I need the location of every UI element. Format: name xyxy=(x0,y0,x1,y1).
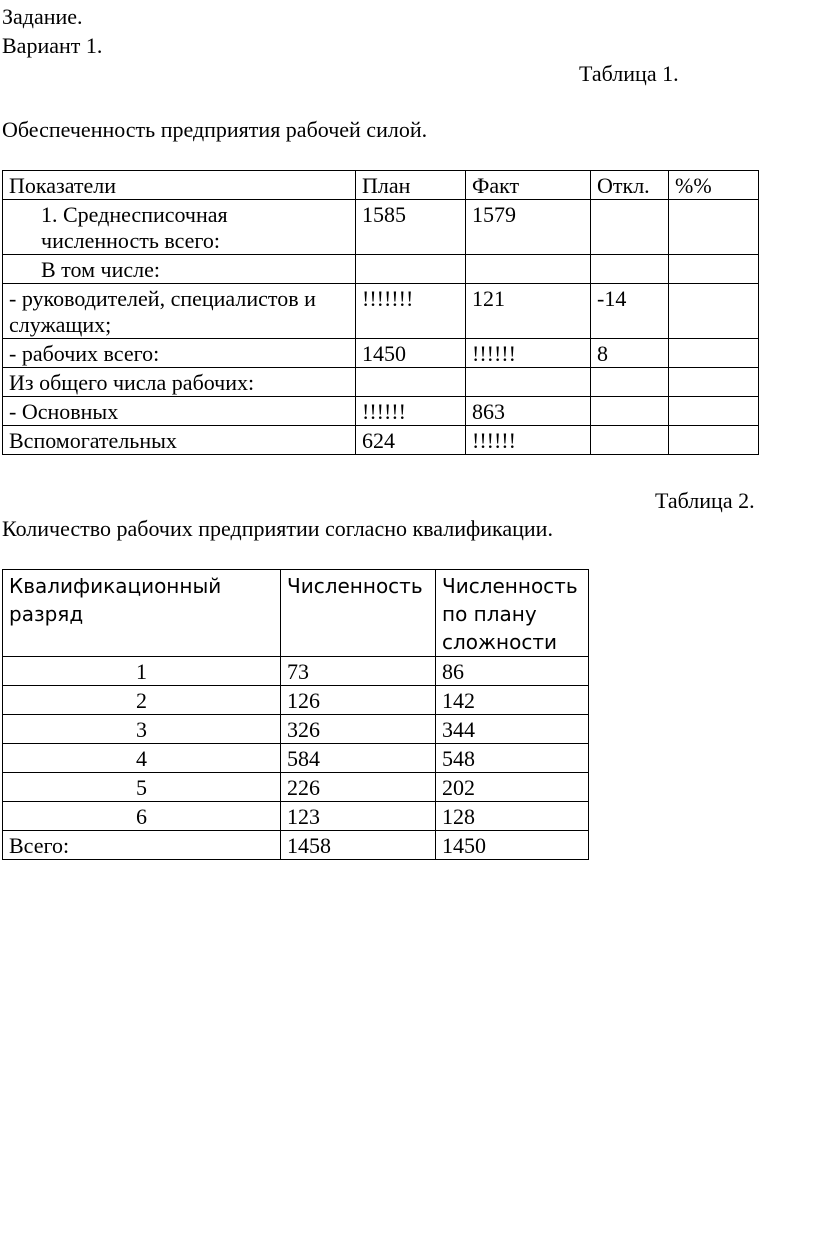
table-cell: 128 xyxy=(436,802,589,831)
task-heading: Задание. xyxy=(2,4,83,29)
table-cell: В том числе: xyxy=(3,255,356,284)
table-cell: 1585 xyxy=(356,200,466,255)
table-row xyxy=(3,426,759,455)
table1-title: Обеспеченность предприятия рабочей силой. xyxy=(2,117,428,142)
table-cell: 863 xyxy=(466,397,591,426)
table-cell: 326 xyxy=(281,715,436,744)
table-row xyxy=(3,284,759,339)
table-cell: 584 xyxy=(281,744,436,773)
table-cell: 1. Среднесписочная численность всего: xyxy=(3,200,356,255)
table-cell xyxy=(669,426,759,455)
table-cell xyxy=(591,426,669,455)
header-cell: Численность xyxy=(281,570,436,657)
table-cell: -14 xyxy=(591,284,669,339)
table-cell: 8 xyxy=(591,339,669,368)
table-cell: !!!!!! xyxy=(466,426,591,455)
table-row xyxy=(3,368,759,397)
table-cell: 4 xyxy=(3,744,281,773)
header-cell: Квалификационный разряд xyxy=(3,570,281,657)
table-cell: 1450 xyxy=(436,831,589,860)
table-cell xyxy=(466,368,591,397)
table-cell: 1 xyxy=(3,657,281,686)
table-cell xyxy=(466,255,591,284)
table-row xyxy=(3,715,589,744)
table-row xyxy=(3,200,759,255)
table-cell xyxy=(591,200,669,255)
table-row xyxy=(3,657,589,686)
table-cell xyxy=(669,397,759,426)
table-row xyxy=(3,339,759,368)
header-cell: Численность по плану сложности xyxy=(436,570,589,657)
table-cell: 3 xyxy=(3,715,281,744)
table-cell: - Основных xyxy=(3,397,356,426)
table-cell: 126 xyxy=(281,686,436,715)
table-cell: 1579 xyxy=(466,200,591,255)
table-cell xyxy=(669,339,759,368)
table-cell: - руководителей, специалистов и служащих; xyxy=(3,284,356,339)
staffing-table xyxy=(2,170,759,455)
table-cell: 2 xyxy=(3,686,281,715)
table-row xyxy=(3,802,589,831)
table-cell xyxy=(591,255,669,284)
table-cell: 123 xyxy=(281,802,436,831)
header-cell: Показатели xyxy=(3,171,356,200)
qualification-table xyxy=(2,569,589,860)
table-cell xyxy=(356,255,466,284)
table-cell: 142 xyxy=(436,686,589,715)
table-cell: - рабочих всего: xyxy=(3,339,356,368)
header-cell: %% xyxy=(669,171,759,200)
table-cell: !!!!!! xyxy=(356,397,466,426)
table2-title: Количество рабочих предприятии согласно квалификации. xyxy=(2,516,553,541)
table-row xyxy=(3,397,759,426)
table-cell: 624 xyxy=(356,426,466,455)
table-cell: 121 xyxy=(466,284,591,339)
table-cell: 344 xyxy=(436,715,589,744)
table-cell: 86 xyxy=(436,657,589,686)
table-cell xyxy=(669,284,759,339)
table-cell xyxy=(591,397,669,426)
table-cell: 1450 xyxy=(356,339,466,368)
table-cell: 73 xyxy=(281,657,436,686)
table-cell: !!!!!! xyxy=(466,339,591,368)
table-cell: 202 xyxy=(436,773,589,802)
table-cell xyxy=(356,368,466,397)
table-cell: 548 xyxy=(436,744,589,773)
table-cell: Вспомогательных xyxy=(3,426,356,455)
table2-label: Таблица 2. xyxy=(655,488,755,513)
table-row xyxy=(3,255,759,284)
table-cell: 5 xyxy=(3,773,281,802)
table-cell: Всего: xyxy=(3,831,281,860)
table-header-row xyxy=(3,570,589,657)
header-cell: План xyxy=(356,171,466,200)
table-row xyxy=(3,686,589,715)
table-cell xyxy=(669,255,759,284)
table-cell xyxy=(669,200,759,255)
table-cell: Из общего числа рабочих: xyxy=(3,368,356,397)
variant-heading: Вариант 1. xyxy=(2,33,103,58)
table-row xyxy=(3,831,589,860)
table-cell xyxy=(591,368,669,397)
table-header-row xyxy=(3,171,759,200)
header-cell: Откл. xyxy=(591,171,669,200)
table-cell: 6 xyxy=(3,802,281,831)
table-cell xyxy=(669,368,759,397)
table-cell: 1458 xyxy=(281,831,436,860)
header-cell: Факт xyxy=(466,171,591,200)
table1-label: Таблица 1. xyxy=(579,61,679,86)
table-cell: 226 xyxy=(281,773,436,802)
table-row xyxy=(3,773,589,802)
table-row xyxy=(3,744,589,773)
table-cell: !!!!!!! xyxy=(356,284,466,339)
